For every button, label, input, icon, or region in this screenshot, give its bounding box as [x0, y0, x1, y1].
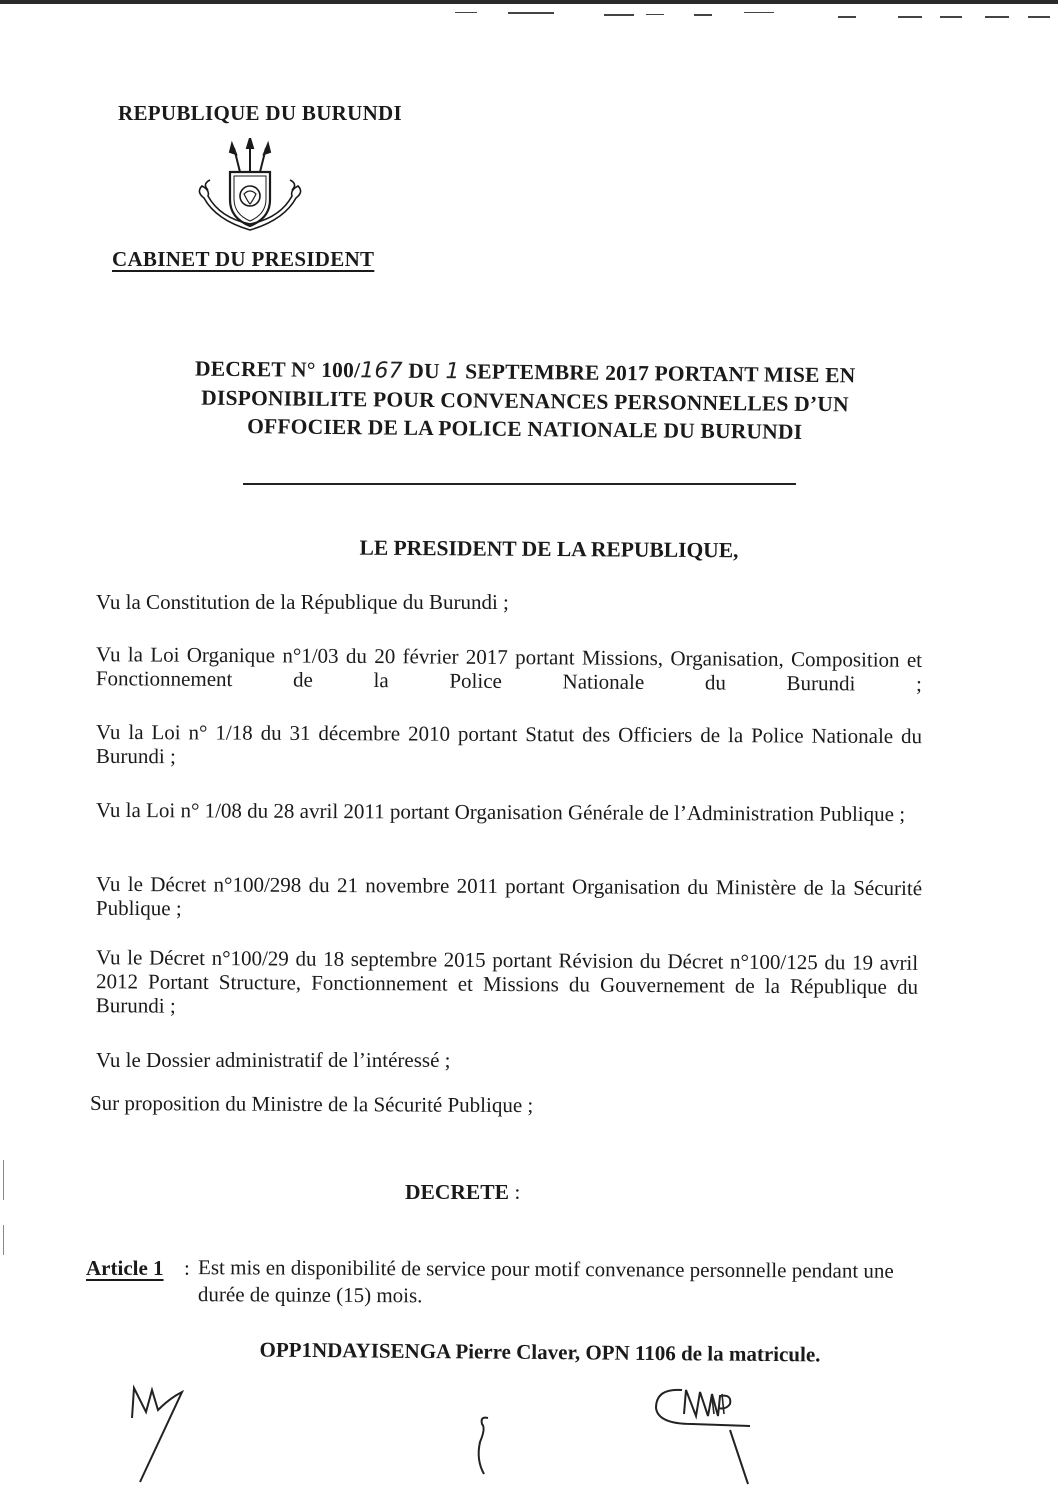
- decree-title-date-rest: SEPTEMBRE 2017 PORTANT MISE EN: [459, 359, 856, 388]
- scan-dash: [985, 16, 1009, 18]
- vu-clause: Vu le Décret n°100/298 du 21 novembre 2011 portant Organisation du Ministère de la Sécurité Publique ;: [95, 871, 923, 921]
- title-divider: [243, 483, 796, 485]
- office-name: CABINET DU PRESIDENT: [112, 247, 375, 271]
- vu-clause: Vu la Constitution de la République du Burundi ;: [96, 590, 509, 614]
- decree-number-prefix: DECRET N° 100/: [194, 356, 361, 383]
- decree-title-line-2: DISPONIBILITE POUR CONVENANCES PERSONNELLES D’UN: [201, 385, 849, 417]
- scan-edge: [3, 1225, 4, 1255]
- vu-clause: Vu la Loi Organique n°1/03 du 20 février 2017 portant Missions, Organisation, Composition et Fonctionnement de la Police Nationale du Burundi ;: [95, 642, 923, 696]
- vu-clause: Vu la Loi n° 1/18 du 31 décembre 2010 portant Statut des Officiers de la Police Nationale du Burundi ;: [95, 719, 923, 769]
- decrete-heading: [405, 1180, 520, 1205]
- vu-clause: Vu le Dossier administratif de l’intéressé ;: [96, 1048, 451, 1072]
- article-1-text: Est mis en disponibilité de service pour motif convenance personnelle pendant une durée de quinze (15) mois.: [197, 1255, 894, 1308]
- sur-proposition-clause: Sur proposition du Ministre de la Sécurité Publique ;: [89, 1090, 534, 1118]
- scan-dash: [838, 16, 856, 18]
- scan-dash: [1028, 16, 1050, 18]
- scan-dash: [940, 16, 962, 18]
- scan-dash: [694, 14, 712, 16]
- initials-right: [652, 1384, 764, 1488]
- scan-edge: [3, 1160, 4, 1200]
- decree-du: DU: [402, 358, 446, 384]
- decree-title-line-3: OFFOCIER DE LA POLICE NATIONALE DU BURUNDI: [247, 414, 803, 444]
- coat-of-arms-icon: [192, 138, 308, 246]
- officer-identification: OPP1NDAYISENGA Pierre Claver, OPN 1106 de la matricule.: [259, 1337, 821, 1367]
- president-heading: LE PRESIDENT DE LA REPUBLIQUE,: [359, 535, 739, 563]
- decrete-heading-text: DECRETE: [405, 1180, 509, 1204]
- decree-title: [110, 354, 941, 448]
- decrete-colon: :: [508, 1180, 521, 1204]
- article-1-colon: :: [184, 1256, 190, 1280]
- scan-dash: [898, 16, 922, 18]
- article-1-label: Article 1: [86, 1256, 164, 1280]
- initials-left: [122, 1378, 192, 1488]
- vu-clause: Vu la Loi n° 1/08 du 28 avril 2011 portant Organisation Générale de l’Administration Publique ;: [95, 797, 906, 827]
- scan-dash: [604, 14, 634, 16]
- scan-dash: [646, 14, 664, 15]
- vu-clause: Vu le Décret n°100/29 du 18 septembre 2015 portant Révision du Décret n°100/125 du 19 avril 2012 Portant Structure, Fonctionnement et Missions du Gouvernement de la République du Burundi ;: [95, 945, 919, 1018]
- handwritten-decree-day: 1: [445, 359, 460, 385]
- scan-edge: [0, 0, 1058, 4]
- handwritten-decree-number: 167: [360, 358, 403, 384]
- initials-middle: [472, 1412, 496, 1482]
- country-name: REPUBLIQUE DU BURUNDI: [118, 101, 402, 125]
- scan-dash: [455, 12, 477, 13]
- scan-dash: [744, 12, 774, 13]
- scan-dash: [508, 12, 554, 14]
